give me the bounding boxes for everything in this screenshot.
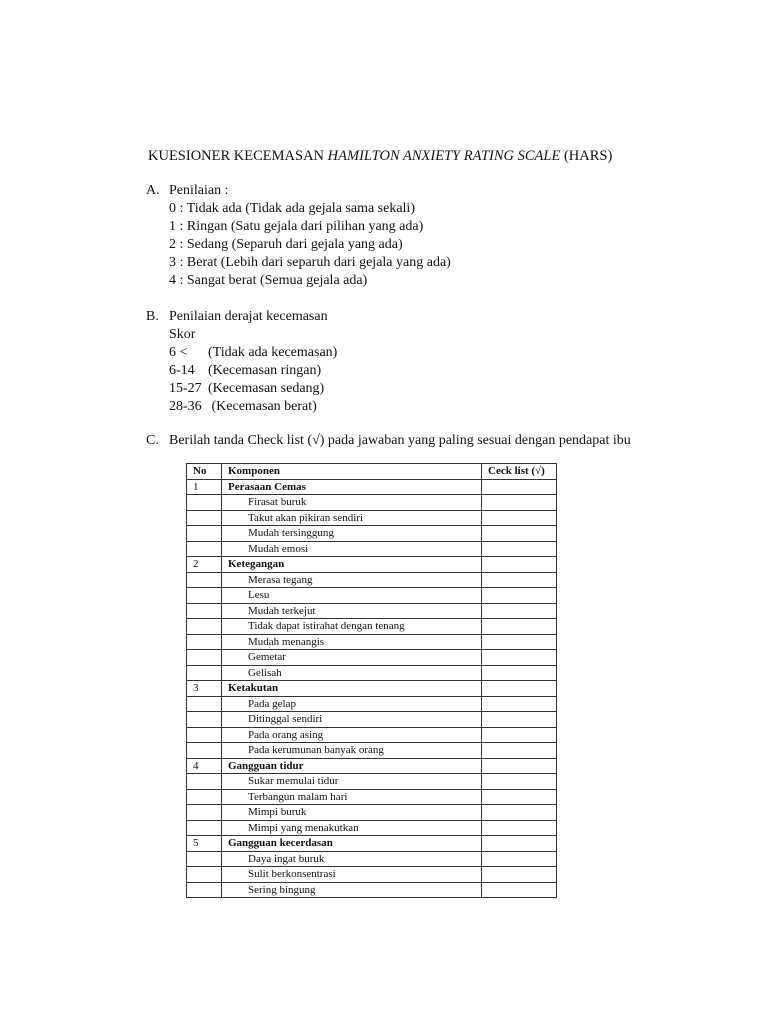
checklist-cell[interactable]	[482, 867, 557, 883]
checklist-cell[interactable]	[482, 526, 557, 542]
checklist-cell[interactable]	[482, 650, 557, 666]
symptom-item: Gemetar	[222, 650, 482, 666]
header-checklist: Ceck list (√)	[482, 464, 557, 480]
section-b-letter: B.	[146, 309, 159, 324]
section-c-text: Berilah tanda Check list (√) pada jawaban yang paling sesuai dengan pendapat ibu	[169, 433, 631, 448]
item-row	[187, 634, 557, 650]
row-number-empty	[187, 650, 222, 666]
symptom-item: Sulit berkonsentrasi	[222, 867, 482, 883]
symptom-item: Lesu	[222, 588, 482, 604]
category-name: Ketakutan	[222, 681, 482, 697]
checklist-cell[interactable]	[482, 681, 557, 697]
section-c	[146, 432, 631, 450]
item-row	[187, 696, 557, 712]
symptom-item: Daya ingat buruk	[222, 851, 482, 867]
row-number-empty	[187, 665, 222, 681]
checklist-cell[interactable]	[482, 495, 557, 511]
row-number-empty	[187, 867, 222, 883]
skor-row	[146, 344, 337, 362]
row-number: 1	[187, 479, 222, 495]
item-row	[187, 619, 557, 635]
skor-row	[146, 362, 337, 380]
checklist-cell[interactable]	[482, 619, 557, 635]
row-number-empty	[187, 526, 222, 542]
checklist-cell[interactable]	[482, 572, 557, 588]
row-number-empty	[187, 495, 222, 511]
row-number-empty	[187, 851, 222, 867]
table-header-row	[187, 464, 557, 480]
category-row	[187, 836, 557, 852]
header-no: No	[187, 464, 222, 480]
category-row	[187, 557, 557, 573]
checklist-cell[interactable]	[482, 882, 557, 898]
item-row	[187, 851, 557, 867]
category-row	[187, 758, 557, 774]
row-number-empty	[187, 541, 222, 557]
row-number-empty	[187, 789, 222, 805]
checklist-cell[interactable]	[482, 696, 557, 712]
symptom-item: Tidak dapat istirahat dengan tenang	[222, 619, 482, 635]
section-a	[146, 182, 451, 290]
document-title	[148, 148, 612, 165]
checklist-cell[interactable]	[482, 820, 557, 836]
scale-line: 0 : Tidak ada (Tidak ada gejala sama sekali)	[169, 201, 415, 216]
row-number-empty	[187, 805, 222, 821]
title-italic-text: HAMILTON ANXIETY RATING SCALE	[327, 148, 561, 164]
item-row	[187, 867, 557, 883]
symptom-item: Mudah terkejut	[222, 603, 482, 619]
item-row	[187, 665, 557, 681]
row-number-empty	[187, 696, 222, 712]
category-name: Gangguan kecerdasan	[222, 836, 482, 852]
checklist-cell[interactable]	[482, 743, 557, 759]
checklist-cell[interactable]	[482, 557, 557, 573]
symptom-item: Mudah menangis	[222, 634, 482, 650]
symptom-item: Mudah emosi	[222, 541, 482, 557]
row-number-empty	[187, 572, 222, 588]
item-row	[187, 495, 557, 511]
checklist-cell[interactable]	[482, 479, 557, 495]
title-text: KUESIONER KECEMASAN	[148, 148, 328, 164]
row-number-empty	[187, 619, 222, 635]
checklist-cell[interactable]	[482, 588, 557, 604]
row-number: 3	[187, 681, 222, 697]
skor-desc: (Kecemasan ringan)	[208, 363, 322, 378]
section-b-heading: Penilaian derajat kecemasan	[169, 309, 328, 324]
skor-range: 15-27	[169, 381, 202, 396]
symptom-item: Firasat buruk	[222, 495, 482, 511]
item-row	[187, 882, 557, 898]
scale-line: 3 : Berat (Lebih dari separuh dari gejala yang ada)	[169, 255, 451, 270]
row-number-empty	[187, 634, 222, 650]
checklist-cell[interactable]	[482, 510, 557, 526]
checklist-cell[interactable]	[482, 851, 557, 867]
skor-desc: (Kecemasan sedang)	[208, 381, 325, 396]
symptom-item: Takut akan pikiran sendiri	[222, 510, 482, 526]
skor-label: Skor	[169, 327, 196, 342]
checklist-cell[interactable]	[482, 665, 557, 681]
row-number-empty	[187, 603, 222, 619]
symptom-item: Ditinggal sendiri	[222, 712, 482, 728]
checklist-cell[interactable]	[482, 727, 557, 743]
row-number-empty	[187, 743, 222, 759]
scale-line: 2 : Sedang (Separuh dari gejala yang ada)	[169, 237, 403, 252]
symptom-item: Mimpi yang menakutkan	[222, 820, 482, 836]
category-name: Gangguan tidur	[222, 758, 482, 774]
section-a-letter: A.	[146, 183, 160, 198]
item-row	[187, 820, 557, 836]
skor-desc: (Kecemasan berat)	[208, 399, 317, 414]
symptom-item: Mimpi buruk	[222, 805, 482, 821]
symptom-item: Sering bingung	[222, 882, 482, 898]
section-b	[146, 308, 337, 416]
row-number-empty	[187, 510, 222, 526]
category-name: Perasaan Cemas	[222, 479, 482, 495]
skor-desc: (Tidak ada kecemasan)	[208, 345, 338, 360]
symptom-item: Terbangun malam hari	[222, 789, 482, 805]
checklist-cell[interactable]	[482, 712, 557, 728]
category-name: Ketegangan	[222, 557, 482, 573]
skor-row	[146, 380, 337, 398]
item-row	[187, 603, 557, 619]
skor-range: 28-36	[169, 399, 202, 414]
skor-row	[146, 398, 337, 416]
questionnaire-table	[186, 463, 557, 898]
checklist-cell[interactable]	[482, 789, 557, 805]
checklist-cell[interactable]	[482, 774, 557, 790]
header-komponen: Komponen	[222, 464, 482, 480]
checklist-cell[interactable]	[482, 603, 557, 619]
row-number-empty	[187, 774, 222, 790]
symptom-item: Merasa tegang	[222, 572, 482, 588]
item-row	[187, 541, 557, 557]
row-number-empty	[187, 588, 222, 604]
symptom-item: Pada gelap	[222, 696, 482, 712]
category-row	[187, 479, 557, 495]
item-row	[187, 510, 557, 526]
checklist-cell[interactable]	[482, 541, 557, 557]
row-number: 2	[187, 557, 222, 573]
scale-line: 1 : Ringan (Satu gejala dari pilihan yang ada)	[169, 219, 424, 234]
skor-range: 6 <	[169, 345, 188, 360]
item-row	[187, 650, 557, 666]
symptom-item: Gelisah	[222, 665, 482, 681]
checklist-cell[interactable]	[482, 758, 557, 774]
checklist-cell[interactable]	[482, 836, 557, 852]
item-row	[187, 805, 557, 821]
symptom-item: Mudah tersinggung	[222, 526, 482, 542]
item-row	[187, 774, 557, 790]
item-row	[187, 789, 557, 805]
item-row	[187, 743, 557, 759]
section-a-heading: Penilaian :	[169, 183, 229, 198]
skor-range: 6-14	[169, 363, 195, 378]
checklist-cell[interactable]	[482, 634, 557, 650]
checklist-cell[interactable]	[482, 805, 557, 821]
row-number-empty	[187, 820, 222, 836]
row-number-empty	[187, 882, 222, 898]
category-row	[187, 681, 557, 697]
item-row	[187, 526, 557, 542]
item-row	[187, 572, 557, 588]
title-abbrev: (HARS)	[560, 148, 613, 164]
row-number-empty	[187, 727, 222, 743]
symptom-item: Pada kerumunan banyak orang	[222, 743, 482, 759]
row-number: 5	[187, 836, 222, 852]
row-number: 4	[187, 758, 222, 774]
scale-line: 4 : Sangat berat (Semua gejala ada)	[169, 273, 368, 288]
section-c-letter: C.	[146, 433, 159, 448]
symptom-item: Pada orang asing	[222, 727, 482, 743]
item-row	[187, 727, 557, 743]
item-row	[187, 712, 557, 728]
item-row	[187, 588, 557, 604]
symptom-item: Sukar memulai tidur	[222, 774, 482, 790]
row-number-empty	[187, 712, 222, 728]
table-body	[187, 479, 557, 898]
